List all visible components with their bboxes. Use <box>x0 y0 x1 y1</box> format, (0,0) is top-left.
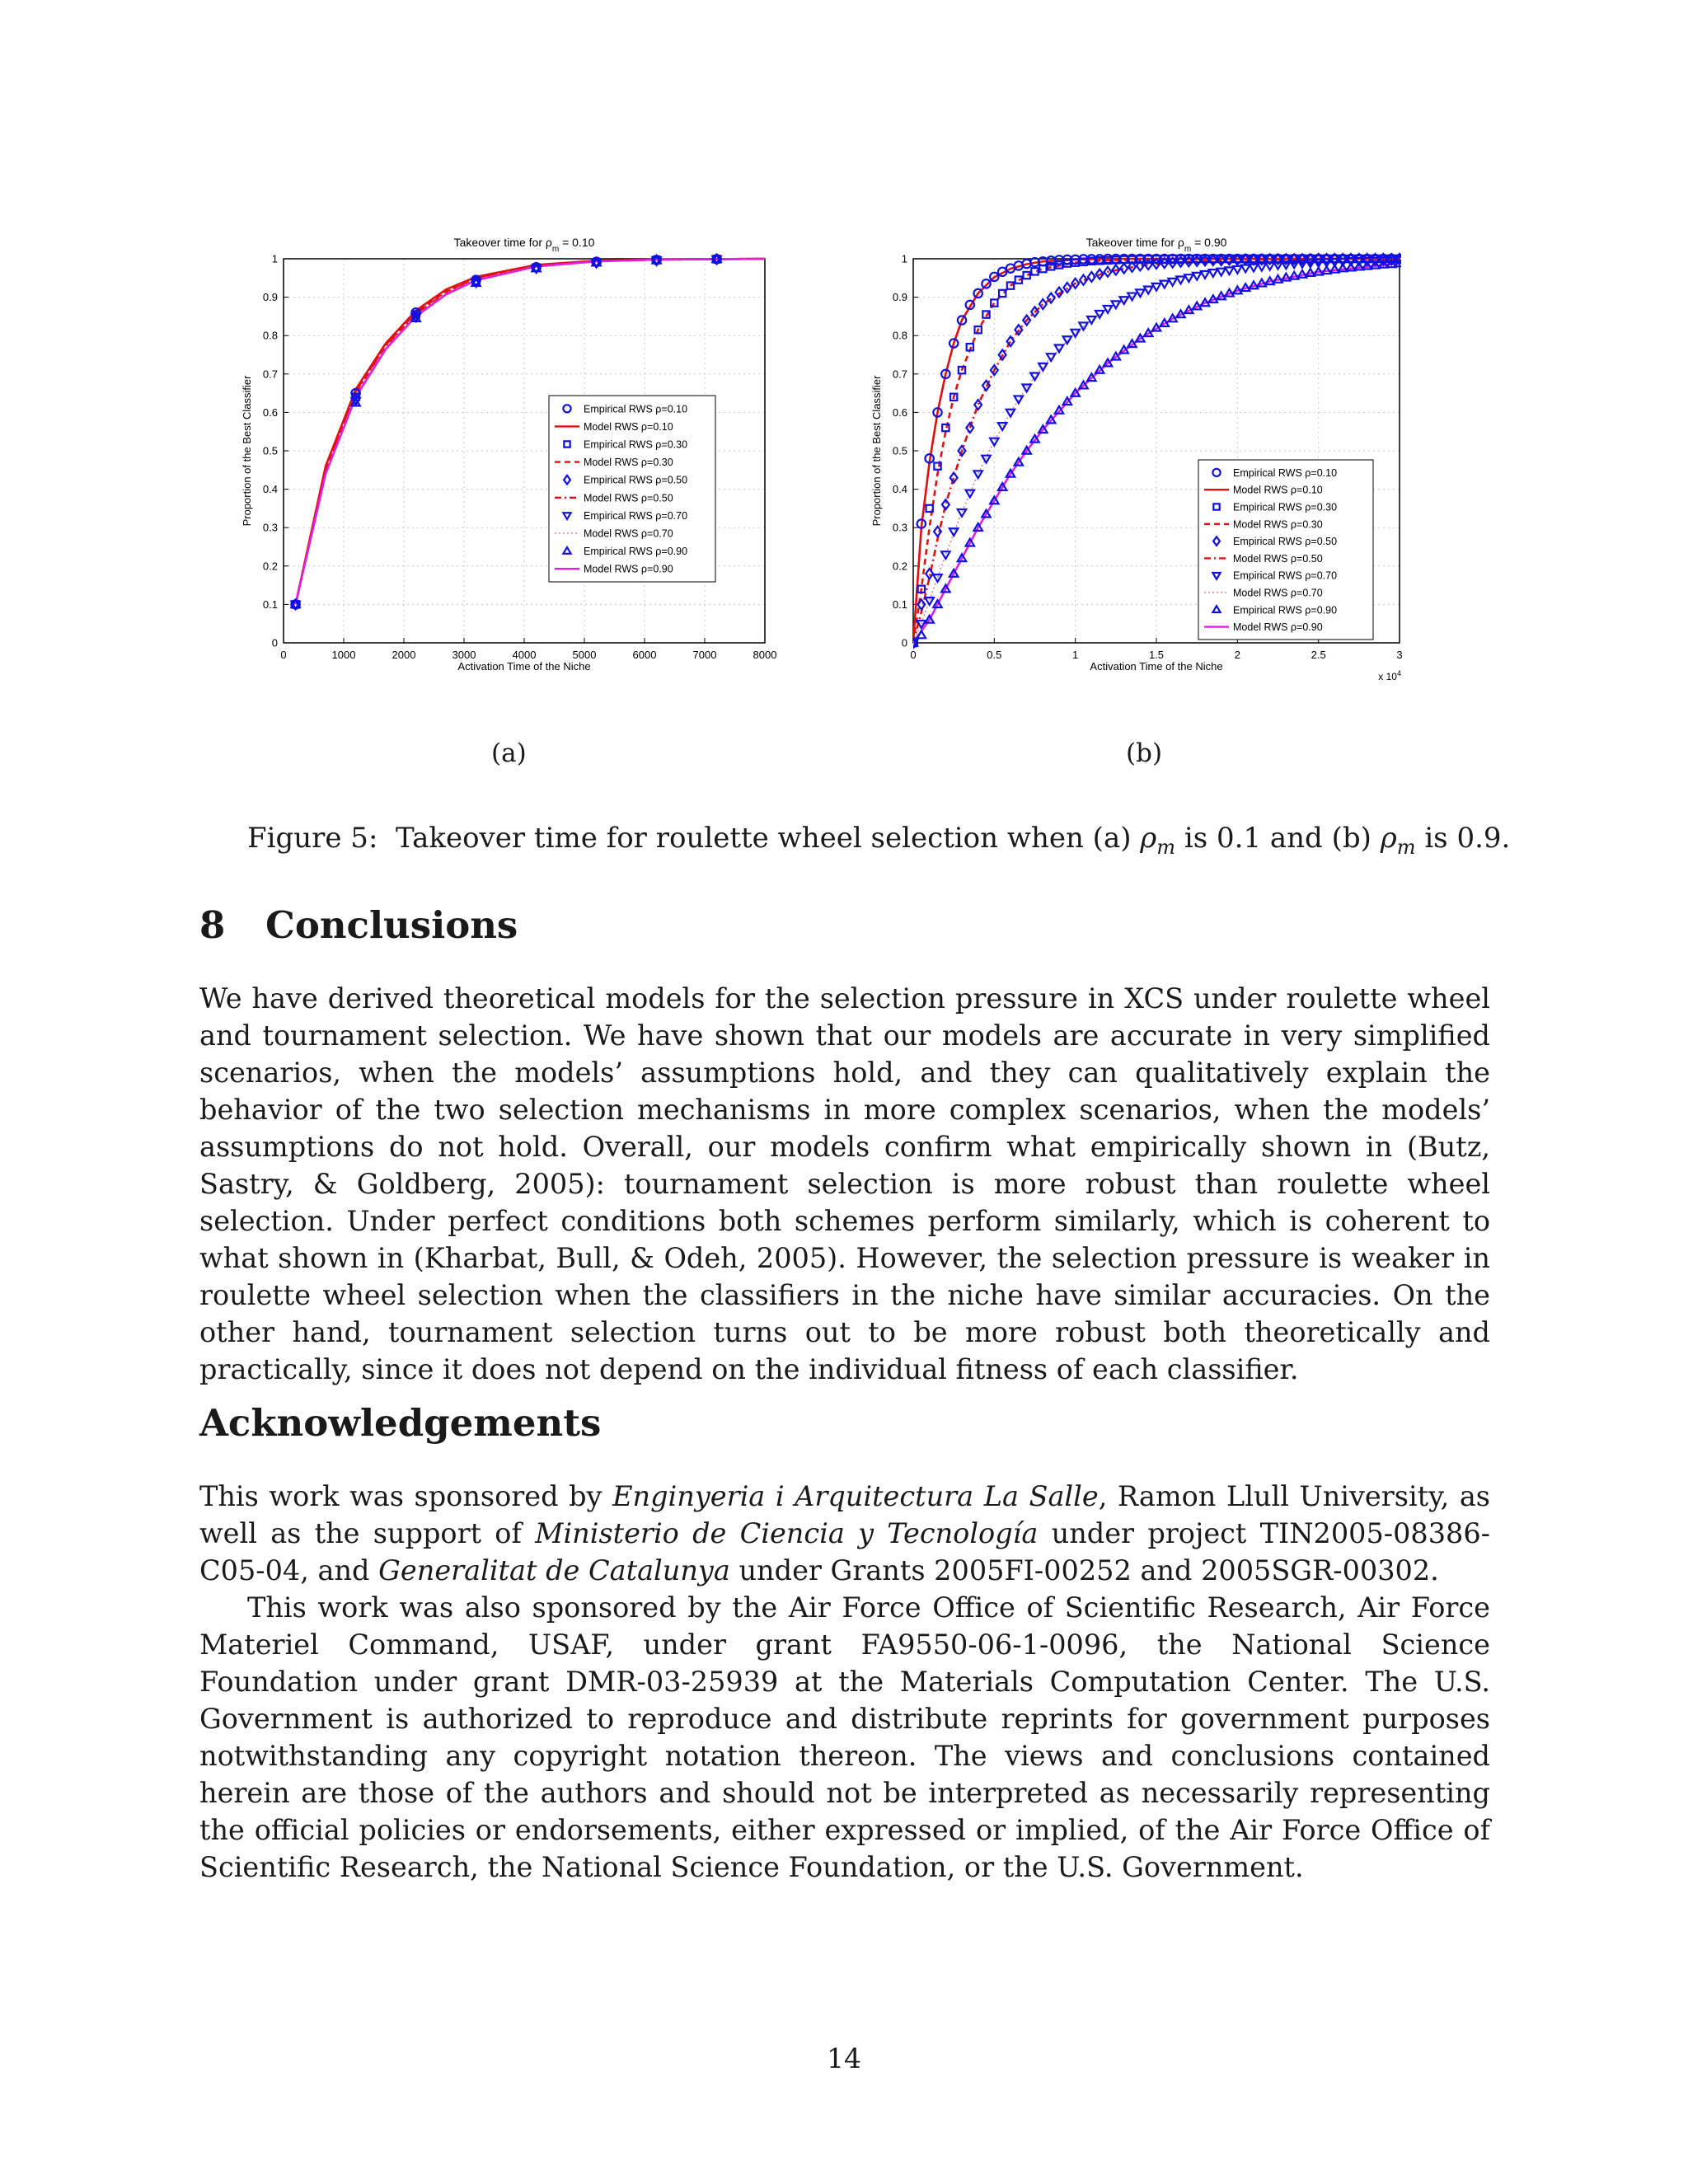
subcaption-a: (a) <box>491 738 527 768</box>
legend-label: Empirical RWS ρ=0.70 <box>1233 569 1338 582</box>
y-tick-label: 0.1 <box>262 598 278 611</box>
figure-caption <box>247 822 1511 859</box>
x-multiplier <box>1378 669 1401 682</box>
legend-label: Empirical RWS ρ=0.30 <box>1233 501 1338 513</box>
legend-label: Model RWS ρ=0.70 <box>584 527 673 540</box>
y-tick-label: 0.9 <box>892 291 907 304</box>
ack-text-a: This work was sponsored by <box>199 1480 613 1512</box>
y-axis-label: Proportion of the Best Classifier <box>241 375 253 527</box>
y-tick-label: 0.7 <box>892 368 907 381</box>
y-tick-label: 0.3 <box>262 521 278 534</box>
x-tick-label: 1 <box>1072 649 1079 661</box>
caption-rho-b: ρ <box>1380 822 1397 855</box>
x-tick-label: 0 <box>280 649 287 661</box>
y-tick-label: 0.8 <box>262 329 278 342</box>
section-heading-conclusions <box>199 903 518 947</box>
x-tick-label: 3000 <box>452 649 476 661</box>
legend-label: Model RWS ρ=0.30 <box>584 457 673 469</box>
chart-b-svg <box>864 229 1432 699</box>
x-multiplier-exponent: 4 <box>1396 669 1401 677</box>
ack-italic-1: Enginyeria i Arquitectura La Salle <box>612 1480 1099 1512</box>
legend-label: Empirical RWS ρ=0.10 <box>584 403 688 415</box>
section-heading-acknowledgements: Acknowledgements <box>199 1401 602 1445</box>
ack-text-b: , Ramon Llull University, as well as the support of <box>199 1480 1490 1549</box>
y-tick-label: 0.4 <box>892 483 907 496</box>
legend-label: Model RWS ρ=0.30 <box>1233 518 1323 531</box>
caption-rho-sub-b: m <box>1396 835 1416 859</box>
y-tick-label: 0.6 <box>262 405 278 419</box>
chart-title-subscript: m <box>551 244 560 254</box>
chart-title-main: Takeover time for ρ <box>453 236 552 249</box>
y-tick-label: 0.9 <box>262 291 278 304</box>
legend-label: Empirical RWS ρ=0.90 <box>1233 604 1338 616</box>
y-tick-label: 0.6 <box>892 405 907 419</box>
ack-italic-2: Ministerio de Ciencia y Tecnología <box>535 1517 1039 1549</box>
acknowledgements-paragraph-1 <box>199 1478 1490 1589</box>
y-tick-label: 1 <box>901 252 907 265</box>
caption-rho-sub-a: m <box>1156 835 1176 859</box>
conclusions-paragraph: We have derived theoretical models for the selection pressure in XCS under roulette wheel and tournament selection. We have shown that our models are accurate in very simplified scenarios, when the models’ assumptions hold, and they can qualitatively explain the behavior of the two selection mechanisms in more complex scenarios, when the models’ assumptions do not hold. Overall, our models confirm what empirically shown in (Butz, Sastry, & Goldberg, 2005): tournament selection is more robust than roulette wheel selection. Under perfect conditions both schemes perform similarly, which is coherent to what shown in (Kharbat, Bull, & Odeh, 2005). However, the selection pressure is weaker in roulette wheel selection when the classifiers in the niche have similar accuracies. On the other hand, tournament selection turns out to be more robust both theoretically and practically, since it does not depend on the individual fitness of each classifier. <box>199 982 1490 1385</box>
legend-label: Model RWS ρ=0.90 <box>1233 621 1323 634</box>
legend-label: Model RWS ρ=0.10 <box>584 420 673 433</box>
caption-text-1: Takeover time for roulette wheel selection when (a) <box>396 822 1132 855</box>
legend-label: Empirical RWS ρ=0.30 <box>584 438 688 451</box>
y-axis-label: Proportion of the Best Classifier <box>870 375 883 527</box>
chart-title-suffix: = 0.90 <box>1191 236 1227 249</box>
caption-rho-a: ρ <box>1140 822 1157 855</box>
y-tick-label: 0.5 <box>262 444 278 457</box>
x-tick-label: 0 <box>910 649 917 661</box>
chart-title <box>1086 236 1227 254</box>
caption-text-2: is 0.1 and (b) <box>1184 822 1372 855</box>
legend-label: Empirical RWS ρ=0.10 <box>1233 466 1338 479</box>
x-tick-label: 1.5 <box>1148 649 1165 661</box>
y-tick-label: 0.2 <box>262 560 278 573</box>
ack-text-d: under Grants 2005FI-00252 and 2005SGR-00302. <box>729 1554 1439 1586</box>
ack-italic-3: Generalitat de Catalunya <box>378 1554 730 1586</box>
x-tick-label: 7000 <box>692 649 717 661</box>
y-tick-label: 0.2 <box>892 560 907 573</box>
x-tick-label: 4000 <box>512 649 537 661</box>
ack-text-c: under project TIN2005-08386-C05-04, and <box>199 1517 1490 1586</box>
page-number: 14 <box>827 2042 861 2074</box>
chart-title-subscript: m <box>1184 244 1192 254</box>
legend-label: Empirical RWS ρ=0.70 <box>584 509 688 522</box>
y-tick-label: 0 <box>271 636 278 649</box>
x-tick-label: 1000 <box>331 649 356 661</box>
x-tick-label: 2000 <box>392 649 416 661</box>
chart-title-suffix: = 0.10 <box>559 236 595 249</box>
caption-label: Figure 5: <box>247 822 378 855</box>
legend-label: Model RWS ρ=0.70 <box>1233 587 1323 599</box>
x-tick-label: 2 <box>1234 649 1240 661</box>
legend <box>1198 460 1373 640</box>
y-tick-label: 0 <box>901 636 907 649</box>
section-title: Conclusions <box>265 903 518 947</box>
y-tick-label: 0.3 <box>892 521 907 534</box>
x-tick-label: 6000 <box>632 649 657 661</box>
legend-label: Model RWS ρ=0.50 <box>1233 552 1323 565</box>
legend <box>549 396 715 582</box>
x-tick-label: 0.5 <box>987 649 1002 661</box>
x-tick-label: 2.5 <box>1311 649 1326 661</box>
y-tick-label: 0.7 <box>262 368 278 381</box>
chart-a-svg <box>229 229 798 699</box>
legend-label: Model RWS ρ=0.50 <box>584 492 673 504</box>
subcaption-b: (b) <box>1126 738 1163 768</box>
x-axis-label: Activation Time of the Niche <box>1090 660 1223 673</box>
caption-text-3: is 0.9. <box>1424 822 1511 855</box>
chart-title-main: Takeover time for ρ <box>1085 236 1184 249</box>
y-tick-label: 0.1 <box>892 598 907 611</box>
legend-label: Empirical RWS ρ=0.50 <box>584 474 688 486</box>
acknowledgements-paragraph-2: This work was also sponsored by the Air Force Office of Scientific Research, Air Force Materiel Command, USAF, under grant FA9550-06-1-0096, the National Science Foundation under grant DMR-03-25939 at the Materials Computation Center. The U.S. Government is authorized to reproduce and distribute reprints for government purposes notwithstanding any copyright notation thereon. The views and conclusions contained herein are those of the authors and should not be interpreted as necessarily representing the official policies or endorsements, either expressed or implied, of the Air Force Office of Scientific Research, the National Science Foundation, or the U.S. Government. <box>199 1591 1490 1883</box>
chart-title <box>454 236 595 254</box>
x-tick-label: 8000 <box>753 649 777 661</box>
figure-5b-chart <box>864 229 1432 699</box>
legend-label: Model RWS ρ=0.10 <box>1233 484 1323 496</box>
y-tick-label: 1 <box>271 252 278 265</box>
legend-label: Model RWS ρ=0.90 <box>584 563 673 575</box>
y-tick-label: 0.5 <box>892 444 907 457</box>
legend-label: Empirical RWS ρ=0.50 <box>1233 536 1338 548</box>
section-number: 8 <box>199 903 226 947</box>
x-tick-label: 3 <box>1396 649 1403 661</box>
x-tick-label: 5000 <box>572 649 597 661</box>
x-multiplier-base: x 10 <box>1378 671 1397 682</box>
y-tick-label: 0.4 <box>262 483 278 496</box>
y-tick-label: 0.8 <box>892 329 907 342</box>
figure-5a-chart <box>229 229 798 699</box>
x-axis-label: Activation Time of the Niche <box>457 660 591 673</box>
legend-label: Empirical RWS ρ=0.90 <box>584 546 688 558</box>
